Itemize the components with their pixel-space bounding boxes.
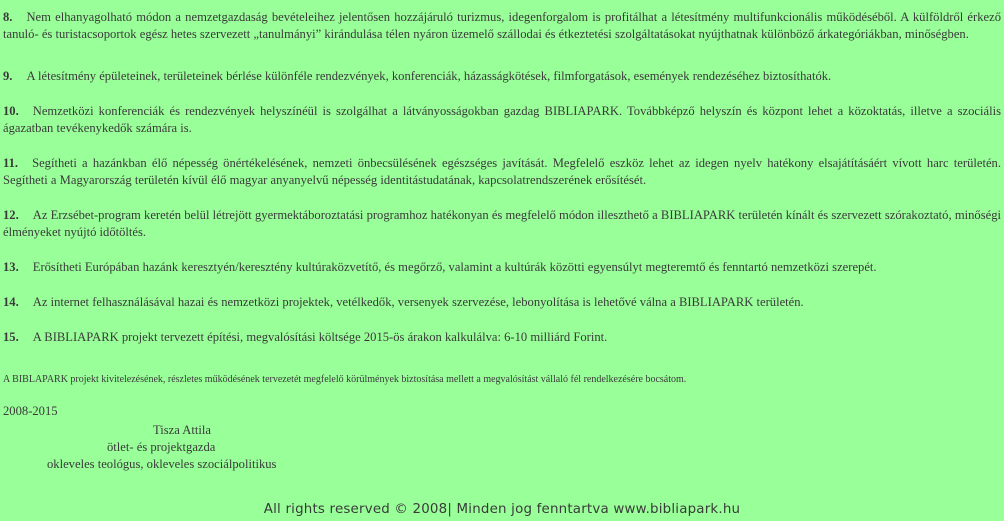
list-item	[3, 103, 1001, 137]
item-text: A BIBLIAPARK projekt tervezett építési, megvalósítási költsége 2015-ös árakon kalkulálva: 6-10 milliárd Forint.	[32, 330, 608, 344]
item-text: Nem elhanyagolható módon a nemzetgazdaság bevételeihez jelentősen hozzájáruló turizmus, idegenforgalom is profitálhat a létesítmény multifunkcionális működéséből. A külföldről érkező tanuló- és turistacsoportok egész hetes szervezett „tanulmányi” kirándulása télen nyáron üzemelő szállodai és étkeztetési szolgáltatásokat nyújthatnak különböző árkategóriákban, minőségben.	[3, 10, 1001, 41]
signature-role: ötlet- és projektgazda	[107, 440, 216, 454]
list-item	[3, 9, 1001, 43]
item-text: Nemzetközi konferenciák és rendezvények helyszínéül is szolgálhat a látványosságokban gazdag BIBLIAPARK. Továbbképző helyszín és központ lehet a közoktatás, illetve a szociális ágazatban tevékenykedők számára is.	[3, 104, 1001, 135]
item-number: 14.	[3, 295, 19, 309]
list-item	[3, 155, 1001, 189]
item-number: 8.	[3, 10, 13, 24]
list-item	[3, 329, 1001, 346]
item-number: 12.	[3, 208, 19, 222]
item-number: 11.	[3, 156, 19, 170]
signature-name: Tisza Attila	[153, 423, 211, 437]
item-number: 15.	[3, 330, 19, 344]
item-number: 9.	[3, 69, 13, 83]
list-item	[3, 259, 1001, 276]
item-text: Segítheti a hazánkban élő népesség önértékelésének, nemzeti önbecsülésének egészséges javítását. Megfelelő eszköz lehet az idegen nyelv hatékony elsajátításáért vívott harc területén. Segítheti a Magyarország területén kívül élő magyar anyanyelvű népesség identitástudatának, kapcsolatrendszerének erősítését.	[3, 156, 1001, 187]
item-number: 13.	[3, 260, 19, 274]
list-item	[3, 294, 1001, 311]
copyright-footer: All rights reserved © 2008| Minden jog fenntartva www.bibliapark.hu	[263, 502, 741, 517]
item-text: Az internet felhasználásával hazai és nemzetközi projektek, vetélkedők, versenyek szervezése, lebonyolítása is lehetővé válna a BIBLIAPARK területén.	[32, 295, 804, 309]
item-text: Az Erzsébet-program keretén belül létrejött gyermektáboroztatási programhoz hatékonyan és megfelelő módon illeszthető a BIBLIAPARK területén kínált és szervezett szórakoztató, minőségi élményeket nyújtó időtöltés.	[3, 208, 1001, 239]
year-range: 2008-2015	[3, 404, 58, 418]
numbered-list	[3, 9, 1001, 364]
signature-title: okleveles teológus, okleveles szociálpolitikus	[47, 457, 277, 471]
list-item	[3, 207, 1001, 241]
item-text: Erősítheti Európában hazánk keresztyén/keresztény kultúraközvetítő, és megőrző, valamint a kultúrák közötti egyensúlyt megteremtő és fenntartó nemzetközi szerepét.	[32, 260, 877, 274]
item-text: A létesítmény épületeinek, területeinek bérlése különféle rendezvények, konferenciák, házasságkötések, filmforgatások, események rendezéséhez biztosíthatók.	[26, 69, 832, 83]
item-number: 10.	[3, 104, 19, 118]
disclaimer-note: A BIBLAPARK projekt kivitelezésének, részletes működésének tervezetét megfelelő körülmények biztosítása mellett a megvalósítást vállaló fél rendelkezésére bocsátom.	[3, 374, 687, 385]
list-item	[3, 68, 1001, 85]
